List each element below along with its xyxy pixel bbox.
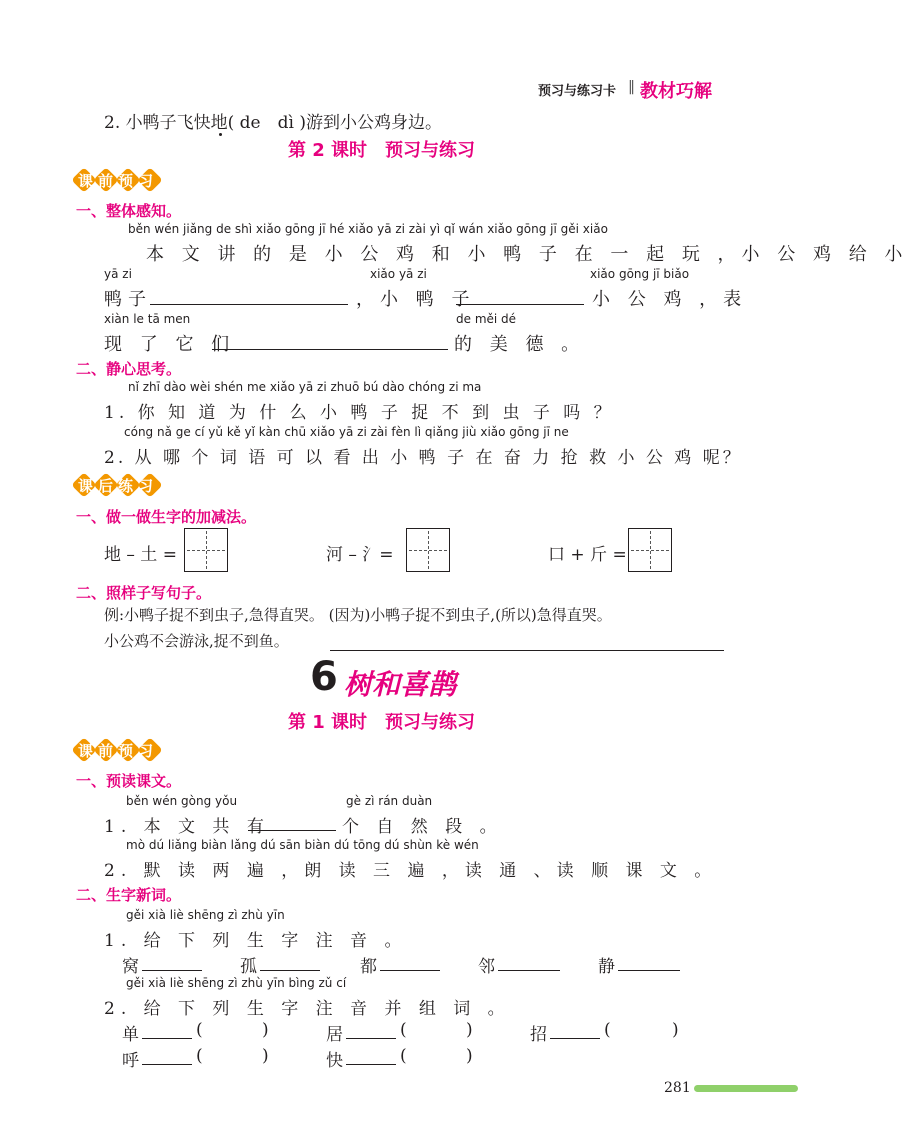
char-item: 静 [598, 957, 615, 977]
equation: 河 – 氵= [326, 545, 394, 565]
answer-blank[interactable] [142, 1064, 192, 1065]
header-label: 预习与练习卡 [538, 84, 617, 99]
answer-blank[interactable] [248, 830, 336, 831]
pinyin-line: de měi dé [456, 312, 517, 326]
paren: ( [196, 1020, 203, 1040]
question-line: 1. 本 文 共 有 [104, 817, 270, 837]
text-line: 的 美 德 。 [454, 334, 586, 355]
pinyin-line: běn wén jiǎng de shì xiǎo gōng jī hé xiǎo yā zi zài yì qǐ wán xiǎo gōng jī gěi xiǎo [128, 222, 608, 236]
answer-blank[interactable] [380, 970, 440, 971]
pinyin-line: nǐ zhī dào wèi shén me xiǎo yā zi zhuō bú dào chóng zi ma [128, 380, 482, 394]
char-item: 快 [326, 1051, 343, 1071]
section-heading: 一、预读课文。 [76, 772, 182, 790]
question-line: 2. 默 读 两 遍 ，朗 读 三 遍 ，读 通 、读 顺 课 文 。 [104, 861, 718, 881]
answer-blank[interactable] [498, 970, 560, 971]
page-bar [694, 1085, 798, 1092]
pinyin-line: gěi xià liè shēng zì zhù yīn bìng zǔ cí [126, 976, 347, 990]
equation: 地 – 土 = [104, 545, 177, 565]
equation: 口 + 斤 = [548, 545, 627, 565]
paren: ) [466, 1046, 473, 1066]
text-line: 现 了 它 们 [104, 334, 236, 355]
answer-blank[interactable] [142, 1038, 192, 1039]
text-line: 鸭子 [104, 289, 152, 310]
unit-number: 6 [310, 654, 338, 700]
pinyin-line: gěi xià liè shēng zì zhù yīn [126, 908, 285, 922]
char-item: 居 [326, 1025, 343, 1045]
question-line: 2. 给 下 列 生 字 注 音 并 组 词 。 [104, 999, 511, 1019]
unit-title: 树和喜鹊 [344, 668, 457, 701]
section-heading: 一、做一做生字的加减法。 [76, 508, 257, 526]
paren: ( [196, 1046, 203, 1066]
answer-blank[interactable] [150, 304, 348, 305]
char-item: 招 [530, 1025, 547, 1045]
lesson-title: 第 1 课时 预习与练习 [288, 712, 476, 733]
char-item: 窝 [122, 957, 139, 977]
badge-pre-label: 课前预习 [78, 172, 159, 190]
answer-blank[interactable] [456, 304, 584, 305]
answer-blank[interactable] [142, 970, 202, 971]
paren: ( [604, 1020, 611, 1040]
dot-mark [219, 133, 222, 136]
paren: ) [672, 1020, 679, 1040]
writing-grid[interactable] [628, 528, 672, 572]
pinyin-line: mò dú liǎng biàn lǎng dú sān biàn dú tōng dú shùn kè wén [126, 838, 479, 852]
answer-blank[interactable] [330, 650, 724, 651]
char-item: 呼 [122, 1051, 139, 1071]
pinyin-line: xiǎo gōng jī biǎo [590, 267, 690, 281]
question-line: 1. 你 知 道 为 什 么 小 鸭 子 捉 不 到 虫 子 吗 ？ [104, 403, 615, 423]
pinyin-line: xiàn le tā men [104, 312, 191, 326]
header-separator: ‖ [628, 79, 635, 95]
badge-post-label: 课后练习 [78, 477, 159, 495]
paren: ) [466, 1020, 473, 1040]
answer-blank[interactable] [212, 349, 448, 350]
char-item: 都 [360, 957, 377, 977]
section-heading: 二、生字新词。 [76, 886, 182, 904]
text-line: ，小 鸭 子 [356, 289, 476, 310]
answer-blank[interactable] [346, 1064, 396, 1065]
paren: ) [262, 1046, 269, 1066]
section-heading: 二、照样子写句子。 [76, 584, 212, 602]
answer-blank[interactable] [260, 970, 320, 971]
paren: ( [400, 1020, 407, 1040]
pinyin-line: xiǎo yā zi [370, 267, 427, 281]
answer-blank[interactable] [550, 1038, 600, 1039]
answer-blank[interactable] [346, 1038, 396, 1039]
char-item: 孤 [240, 957, 257, 977]
answer-blank[interactable] [618, 970, 680, 971]
page-number: 281 [664, 1080, 691, 1096]
pinyin-line: běn wén gòng yǒu [126, 794, 238, 808]
badge-pre-label: 课前预习 [78, 742, 159, 760]
lesson-title: 第 2 课时 预习与练习 [288, 140, 476, 161]
question-line: 1. 给 下 列 生 字 注 音 。 [104, 931, 408, 951]
question-line: 2. 小鸭子飞快地( de dì )游到小公鸡身边。 [104, 113, 442, 133]
text-line: 小 公 鸡 ，表 [592, 289, 748, 310]
task-sentence: 小公鸡不会游泳,捉不到鱼。 [104, 632, 289, 650]
section-heading: 二、静心思考。 [76, 360, 182, 378]
pinyin-line: cóng nǎ ge cí yǔ kě yǐ kàn chū xiǎo yā zi zài fèn lì qiǎng jiù xiǎo gōng jī ne [124, 425, 569, 439]
writing-grid[interactable] [406, 528, 450, 572]
char-item: 单 [122, 1025, 139, 1045]
paren: ) [262, 1020, 269, 1040]
pinyin-line: yā zi [104, 267, 132, 281]
example-sentence: 例:小鸭子捉不到虫子,急得直哭。 (因为)小鸭子捉不到虫子,(所以)急得直哭。 [104, 606, 612, 624]
question-line: 2. 从 哪 个 词 语 可 以 看 出 小 鸭 子 在 奋 力 抢 救 小 公 鸡 呢？ [104, 448, 743, 468]
pinyin-line: gè zì rán duàn [346, 794, 433, 808]
header-book-title: 教材巧解 [640, 81, 712, 102]
section-heading: 一、整体感知。 [76, 202, 182, 220]
paren: ( [400, 1046, 407, 1066]
writing-grid[interactable] [184, 528, 228, 572]
text-line: 本 文 讲 的 是 小 公 鸡 和 小 鸭 子 在 一 起 玩 ，小 公 鸡 给 小 [146, 244, 908, 265]
char-item: 邻 [478, 957, 495, 977]
question-line: 个 自 然 段 。 [342, 817, 503, 837]
